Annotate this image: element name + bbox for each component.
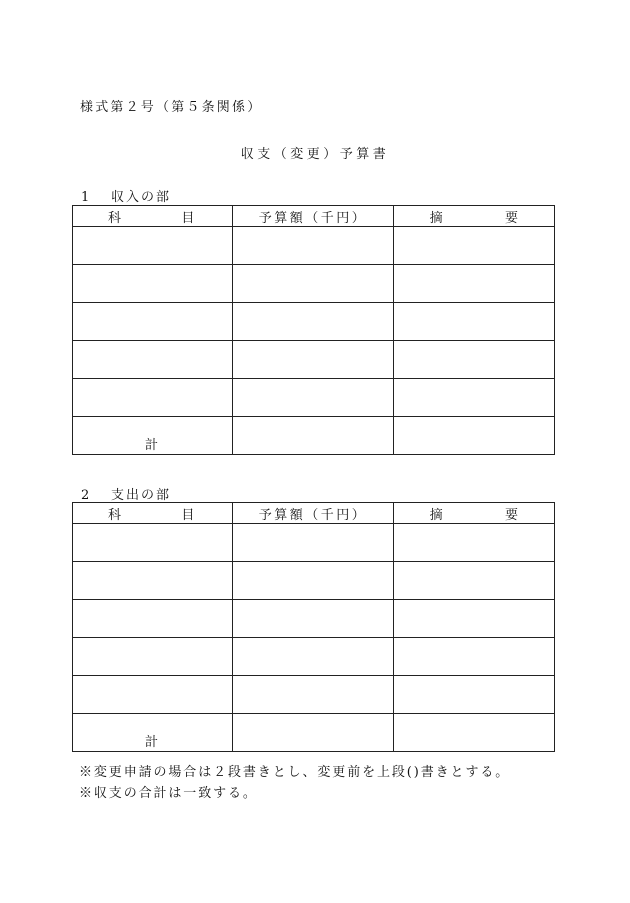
expense-total-row [73,714,555,752]
expense-subject-cell[interactable] [73,600,233,638]
expense-total-label-cell [73,714,233,752]
income-subject-cell[interactable] [73,227,233,265]
income-amount-cell[interactable] [233,341,393,379]
expense-remarks-cell[interactable] [393,600,554,638]
income-subject-cell[interactable] [73,303,233,341]
table-row [73,303,555,341]
income-total-label-cell [73,417,233,455]
income-amount-cell[interactable] [233,265,393,303]
expense-section-label: 支出の部 [111,488,172,503]
table-row [73,341,555,379]
income-header-subject-left: 科 [108,210,122,226]
income-table [72,205,555,455]
income-section-title [81,186,171,205]
expense-table-header [73,503,555,524]
income-header-remarks-right: 要 [504,210,518,226]
income-total-label: 計 [145,437,159,453]
note-total-match: ※収支の合計は一致する。 [79,786,258,801]
income-total-row [73,417,555,455]
expense-remarks-cell[interactable] [393,638,554,676]
expense-amount-cell[interactable] [233,638,393,676]
table-row [73,638,555,676]
table-row [73,676,555,714]
income-total-amount-cell[interactable] [233,417,393,455]
expense-subject-cell[interactable] [73,524,233,562]
expense-subject-cell[interactable] [73,562,233,600]
expense-header-remarks-right: 要 [504,507,518,523]
income-remarks-cell[interactable] [393,379,554,417]
income-subject-cell[interactable] [73,265,233,303]
income-header-remarks-left: 摘 [429,210,443,226]
expense-amount-cell[interactable] [233,600,393,638]
expense-header-remarks [393,503,554,524]
expense-header-amount [233,503,393,524]
expense-amount-cell[interactable] [233,524,393,562]
expense-remarks-cell[interactable] [393,562,554,600]
expense-header-remarks-left: 摘 [429,507,443,523]
income-total-remarks-cell[interactable] [393,417,554,455]
expense-total-amount-cell[interactable] [233,714,393,752]
income-remarks-cell[interactable] [393,341,554,379]
income-remarks-cell[interactable] [393,265,554,303]
income-header-subject [73,206,233,227]
table-row [73,524,555,562]
income-remarks-cell[interactable] [393,227,554,265]
income-header-amount-label: 予算額（千円） [258,210,368,226]
expense-table [72,502,555,752]
table-row [73,600,555,638]
expense-total-label: 計 [145,734,159,750]
note-change-application: ※変更申請の場合は２段書きとし、変更前を上段()書きとする。 [79,765,511,780]
income-amount-cell[interactable] [233,379,393,417]
table-row [73,227,555,265]
income-table-header [73,206,555,227]
income-section-label: 収入の部 [111,190,172,205]
expense-remarks-cell[interactable] [393,524,554,562]
expense-subject-cell[interactable] [73,676,233,714]
table-row [73,379,555,417]
expense-header-subject [73,503,233,524]
expense-header-subject-right: 目 [181,507,195,523]
income-header-amount [233,206,393,227]
income-subject-cell[interactable] [73,379,233,417]
income-amount-cell[interactable] [233,227,393,265]
income-header-subject-right: 目 [181,210,195,226]
table-row [73,562,555,600]
income-section-number: 1 [81,190,92,205]
expense-subject-cell[interactable] [73,638,233,676]
form-number: 様式第２号（第５条関係） [80,100,263,115]
expense-amount-cell[interactable] [233,562,393,600]
income-subject-cell[interactable] [73,341,233,379]
expense-header-subject-left: 科 [108,507,122,523]
income-header-remarks [393,206,554,227]
document-title: 収支（変更）予算書 [240,147,390,162]
expense-remarks-cell[interactable] [393,676,554,714]
income-remarks-cell[interactable] [393,303,554,341]
expense-total-remarks-cell[interactable] [393,714,554,752]
expense-section-number: 2 [81,488,92,503]
income-amount-cell[interactable] [233,303,393,341]
expense-header-amount-label: 予算額（千円） [258,507,368,523]
table-row [73,265,555,303]
expense-section-title [81,484,171,503]
expense-amount-cell[interactable] [233,676,393,714]
